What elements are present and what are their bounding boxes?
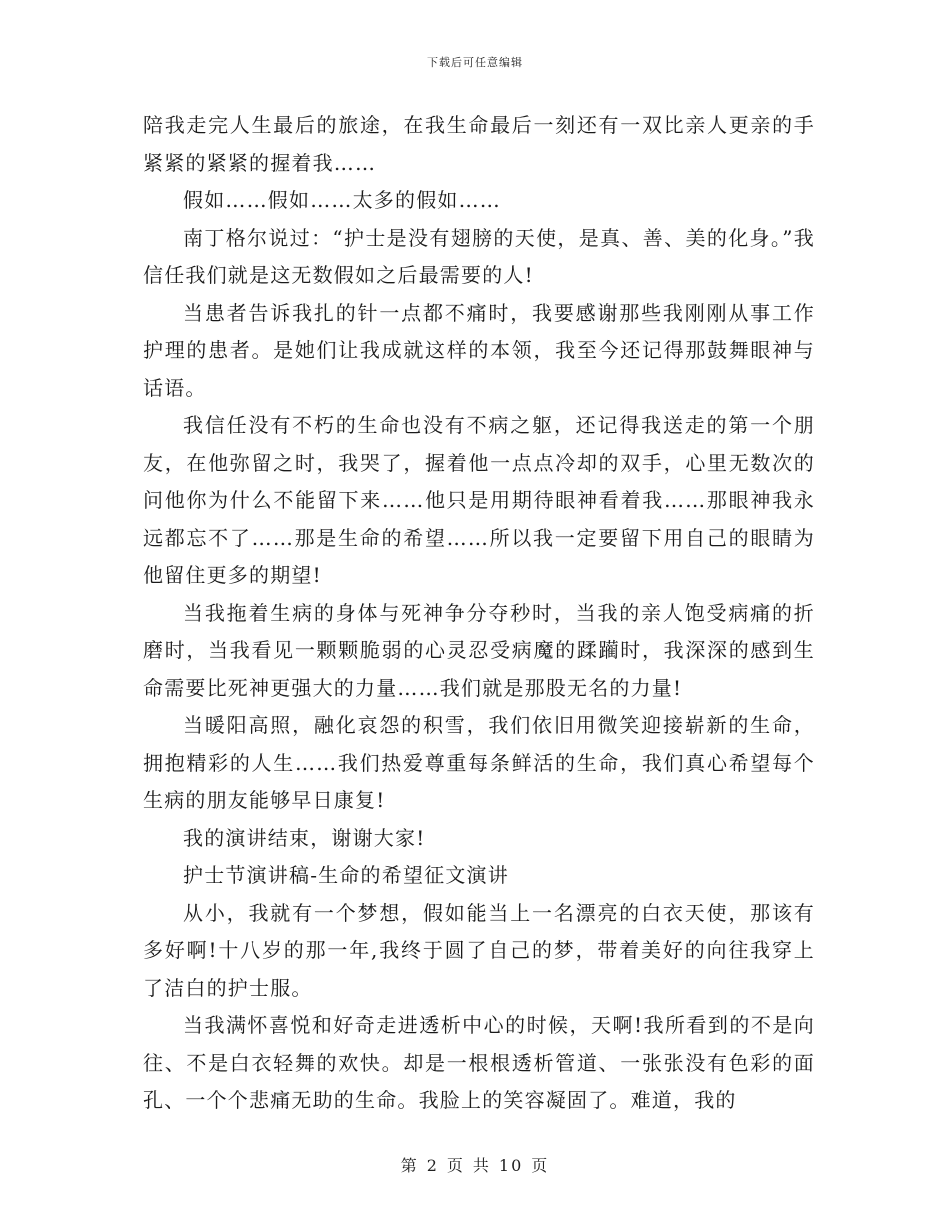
page-header: 下载后可任意编辑: [427, 56, 523, 69]
paragraph: 陪我走完人生最后的旅途，在我生命最后一刻还有一双比亲人更亲的手紧紧的紧紧的握着我……: [143, 113, 815, 175]
footer-label-page: 第: [400, 1156, 419, 1175]
document-body: [143, 107, 815, 1120]
page-footer: [0, 1153, 950, 1176]
total-pages-number: 10: [498, 1156, 524, 1175]
paragraph: 从小，我就有一个梦想，假如能当上一名漂亮的白衣天使，那该有多好啊!十八岁的那一年,我终于圆了自己的梦，带着美好的向往我穿上了洁白的护士服。: [143, 900, 815, 1000]
paragraph: 当我拖着生病的身体与死神争分夺秒时，当我的亲人饱受病痛的折磨时，当我看见一颗颗脆弱的心灵忍受病魔的蹂躏时，我深深的感到生命需要比死神更强大的力量……我们就是那股无名的力量!: [143, 600, 815, 700]
footer-label-page-unit: 页: [446, 1156, 465, 1175]
current-page-number: 2: [426, 1156, 439, 1175]
footer-label-total-unit: 页: [531, 1156, 550, 1175]
section-heading: 护士节演讲稿-生命的希望征文演讲: [183, 863, 509, 887]
paragraph: 当患者告诉我扎的针一点都不痛时，我要感谢那些我刚刚从事工作护理的患者。是她们让我成就这样的本领，我至今还记得那鼓舞眼神与话语。: [143, 300, 815, 400]
paragraph: 当我满怀喜悦和好奇走进透析中心的时候，天啊!我所看到的不是向往、不是白衣轻舞的欢快。却是一根根透析管道、一张张没有色彩的面孔、一个个悲痛无助的生命。我脸上的笑容凝固了。难道，我的: [143, 1013, 815, 1112]
paragraph: 假如……假如……太多的假如……: [183, 188, 501, 212]
paragraph: 我的演讲结束，谢谢大家!: [183, 825, 426, 850]
footer-label-total: 共: [472, 1156, 491, 1175]
paragraph: 当暖阳高照，融化哀怨的积雪，我们依旧用微笑迎接崭新的生命，拥抱精彩的人生……我们热爱尊重每条鲜活的生命，我们真心希望每个生病的朋友能够早日康复!: [143, 713, 815, 812]
paragraph: 我信任没有不朽的生命也没有不病之躯，还记得我送走的第一个朋友，在他弥留之时，我哭了，握着他一点点冷却的双手，心里无数次的问他你为什么不能留下来……他只是用期待眼神看着我……那眼神我永远都忘不了……那是生命的希望……所以我一定要留下用自己的眼睛为他留住更多的期望!: [143, 413, 815, 587]
paragraph: 南丁格尔说过：“护士是没有翅膀的天使，是真、善、美的化身。”我信任我们就是这无数假如之后最需要的人!: [143, 225, 815, 287]
